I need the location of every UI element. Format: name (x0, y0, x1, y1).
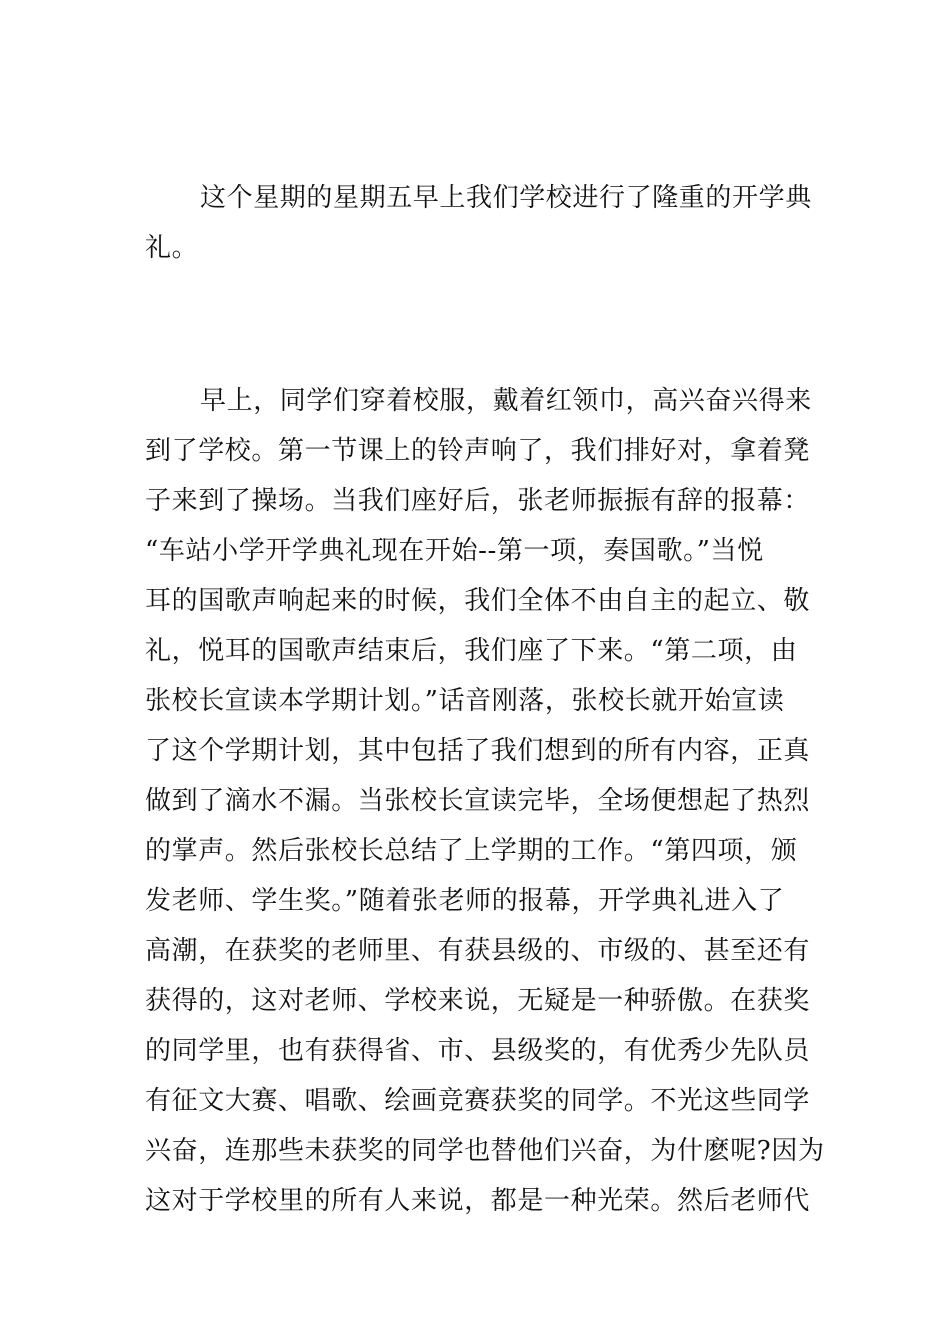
paragraph-2-line-16: 兴奋，连那些未获奖的同学也替他们兴奋，为什麽呢?因为 (145, 1136, 825, 1166)
paragraph-2-line-2: 到了学校。第一节课上的铃声响了，我们排好对，拿着凳 (145, 436, 811, 466)
paragraph-2-line-6: 礼，悦耳的国歌声结束后，我们座了下来。“第二项，由 (145, 636, 798, 666)
paragraph-2-line-8: 了这个学期计划，其中包括了我们想到的所有内容，正真 (145, 736, 811, 766)
paragraph-1-line-1: 这个星期的星期五早上我们学校进行了隆重的开学典 (200, 183, 812, 213)
paragraph-1-line-2: 礼。 (145, 233, 199, 263)
paragraph-2-line-5: 耳的国歌声响起来的时候，我们全体不由自主的起立、敬 (145, 586, 811, 616)
paragraph-2-line-9: 做到了滴水不漏。当张校长宣读完毕，全场便想起了热烈 (145, 786, 811, 816)
paragraph-2-line-14: 的同学里，也有获得省、市、县级奖的，有优秀少先队员 (145, 1036, 811, 1066)
paragraph-2-line-15: 有征文大赛、唱歌、绘画竞赛获奖的同学。不光这些同学 (145, 1086, 811, 1116)
paragraph-2-line-12: 高潮，在获奖的老师里、有获县级的、市级的、甚至还有 (145, 936, 811, 966)
paragraph-2-line-10: 的掌声。然后张校长总结了上学期的工作。“第四项，颁 (145, 836, 798, 866)
paragraph-2-line-1: 早上，同学们穿着校服，戴着红领巾，高兴奋兴得来 (200, 386, 812, 416)
paragraph-2-line-17: 这对于学校里的所有人来说，都是一种光荣。然后老师代 (145, 1186, 811, 1216)
paragraph-2-line-11: 发老师、学生奖。”随着张老师的报幕，开学典礼进入了 (145, 886, 785, 916)
paragraph-2-line-7: 张校长宣读本学期计划。”话音刚落，张校长就开始宣读 (145, 686, 785, 716)
paragraph-2-line-13: 获得的，这对老师、学校来说，无疑是一种骄傲。在获奖 (145, 986, 811, 1016)
paragraph-2-line-3: 子来到了操场。当我们座好后，张老师振振有辞的报幕： (145, 486, 811, 516)
paragraph-2-line-4: “车站小学开学典礼现在开始--第一项，奏国歌。”当悦 (145, 536, 764, 566)
